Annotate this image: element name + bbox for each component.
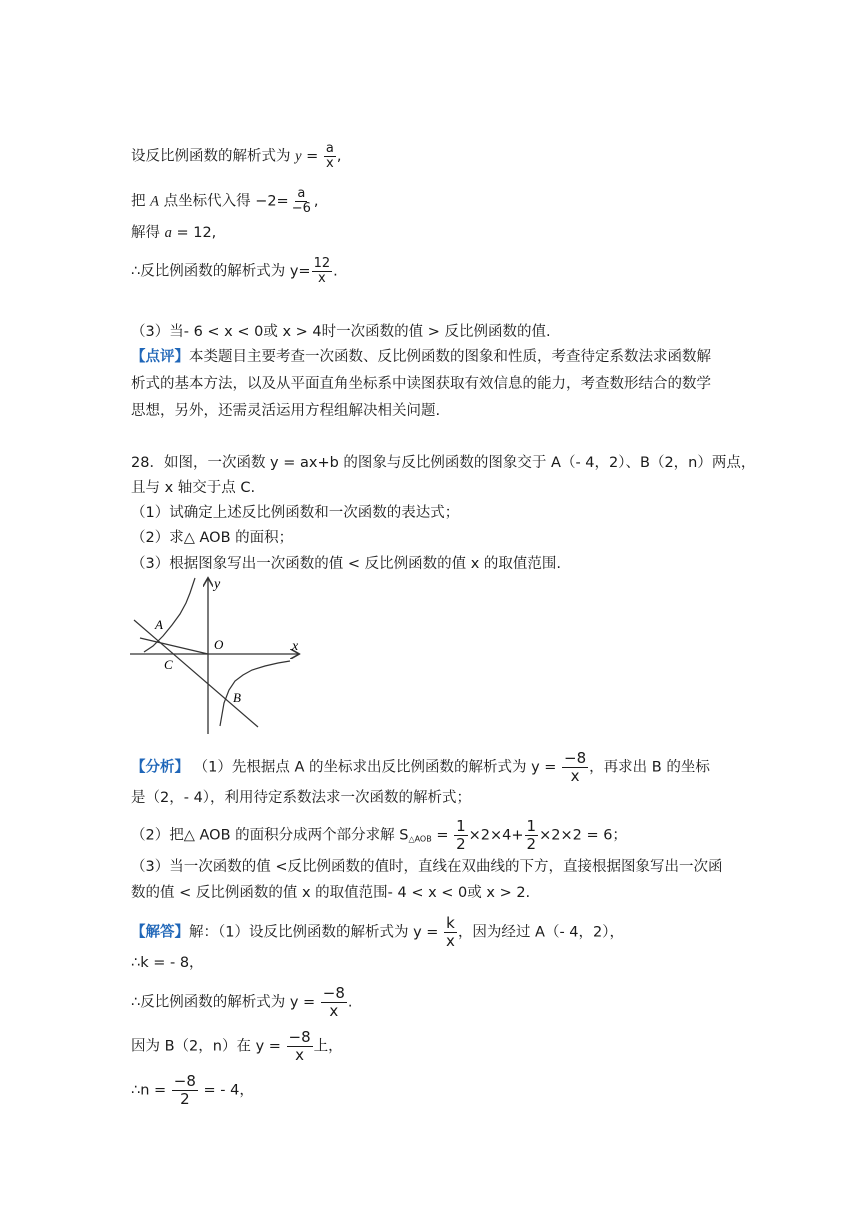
text: y= <box>289 263 311 280</box>
text: 设反比例函数的解析式为 <box>131 148 291 165</box>
analysis-line: （3）当一次函数的值 <反比例函数的值时，直线在双曲线的下方，直接根据图象写出一次函 <box>131 859 723 875</box>
label-b: B <box>233 690 241 705</box>
comment-line: 析式的基本方法，以及从平面直角坐标系中读图获取有效信息的能力，考查数形结合的数学 <box>131 376 711 392</box>
denominator: x <box>329 1002 339 1020</box>
text: , <box>313 193 319 210</box>
problem-line: （3）根据图象写出一次函数的值 < 反比例函数的值 x 的取值范围. <box>131 556 561 572</box>
text: 本类题目主要考查一次函数、反比例函数的图象和性质，考查待定系数法求函数解 <box>189 349 711 365</box>
text: ，再求出 B 的坐标 <box>589 759 710 776</box>
fraction <box>290 187 313 216</box>
math-var: a <box>164 225 172 241</box>
denominator: 2 <box>526 835 537 853</box>
denominator: 2 <box>180 1090 190 1108</box>
denominator: x <box>570 767 580 785</box>
text: ∴反比例函数的解析式为 <box>131 263 286 280</box>
text: = <box>301 148 323 165</box>
label-y: y <box>214 577 221 592</box>
text: （1）先根据点 A 的坐标求出反比例函数的解析式为 y = <box>193 759 557 776</box>
analysis-line <box>131 818 627 853</box>
text-line: （3）当- 6 < x < 0或 x > 4时一次函数的值 > 反比例函数的值. <box>131 324 551 340</box>
fraction <box>525 818 539 853</box>
text: ，因为经过 A（- 4，2）， <box>457 924 625 941</box>
text: ×2×2 = 6； <box>539 827 627 844</box>
fraction <box>324 142 336 171</box>
numerator: 1 <box>526 817 537 835</box>
analysis-line <box>131 750 710 785</box>
numerator: 12 <box>313 256 331 271</box>
denominator: 2 <box>456 835 466 853</box>
fraction <box>312 257 333 286</box>
answer-line <box>131 1029 343 1064</box>
fraction <box>287 1029 313 1064</box>
text: −2= <box>255 193 289 210</box>
answer-line <box>131 1073 254 1108</box>
text: 点坐标代入得 <box>163 193 251 210</box>
answer-tag: 【解答】 <box>131 924 189 941</box>
label-x: x <box>292 639 299 654</box>
text: . <box>347 994 353 1011</box>
label-origin: O <box>214 637 224 652</box>
text: , <box>336 148 342 165</box>
fraction <box>321 985 347 1020</box>
text: 解：（1）设反比例函数的解析式为 y = <box>189 924 439 941</box>
text-line <box>131 187 319 216</box>
answer-line: ∴k = - 8， <box>131 955 204 971</box>
text: 把 <box>131 193 146 210</box>
text: = 12, <box>171 225 217 241</box>
numerator: k <box>446 914 455 932</box>
problem-line: 28．如图，一次函数 y = ax+b 的图象与反比例函数的图象交于 A（- 4，2）、B（2，n）两点， <box>131 455 756 471</box>
numerator: a <box>325 141 334 156</box>
answer-line <box>131 915 624 950</box>
comment-line: 思想，另外，还需灵活运用方程组解决相关问题. <box>131 403 441 419</box>
fraction <box>444 915 457 950</box>
text: = <box>431 827 454 844</box>
numerator: −8 <box>564 749 587 767</box>
linear-function-line <box>134 620 258 727</box>
function-graph <box>128 574 308 736</box>
text: ×2×4+ <box>468 827 524 844</box>
text: ∴n = <box>131 1082 167 1099</box>
text: = - 4， <box>198 1082 254 1099</box>
text: 上， <box>313 1038 343 1055</box>
problem-line: （2）求△ AOB 的面积； <box>131 530 294 546</box>
numerator: a <box>297 186 306 201</box>
label-a: A <box>155 617 163 632</box>
numerator: −8 <box>173 1072 196 1090</box>
comment-line <box>131 347 711 367</box>
math-var: A <box>150 193 159 210</box>
denominator: x <box>326 156 334 171</box>
analysis-tag: 【分析】 <box>131 759 189 776</box>
text: . <box>333 263 338 280</box>
subscript: △AOB <box>408 834 432 844</box>
text: 解得 <box>131 225 160 241</box>
analysis-line: 数的值 < 反比例函数的值 x 的取值范围- 4 < x < 0或 x > 2. <box>131 885 531 901</box>
numerator: −8 <box>288 1028 311 1046</box>
fraction <box>172 1073 198 1108</box>
answer-line <box>131 985 353 1020</box>
denominator: x <box>446 932 455 950</box>
problem-line: 且与 x 轴交于点 C. <box>131 480 256 496</box>
fraction <box>454 818 468 853</box>
denominator: x <box>295 1046 305 1064</box>
text: （2）把△ AOB 的面积分成两个部分求解 S <box>131 827 409 844</box>
text-line <box>131 223 216 243</box>
problem-line: （1）试确定上述反比例函数和一次函数的表达式； <box>131 505 460 521</box>
hyperbola-branch-right <box>220 661 290 726</box>
text: 因为 B（2，n）在 y = <box>131 1038 281 1055</box>
denominator: x <box>318 271 326 286</box>
math-var: y <box>295 148 302 165</box>
comment-tag: 【点评】 <box>131 349 189 365</box>
text-line <box>131 257 338 286</box>
text: ∴反比例函数的解析式为 y = <box>131 994 316 1011</box>
segment-ao <box>140 638 208 654</box>
numerator: 1 <box>456 817 466 835</box>
denominator: −6 <box>291 201 311 216</box>
fraction <box>562 750 588 785</box>
text-line <box>131 142 342 171</box>
numerator: −8 <box>322 984 345 1002</box>
analysis-line: 是（2，- 4），利用待定系数法求一次函数的解析式； <box>131 790 472 806</box>
label-c: C <box>164 657 173 672</box>
